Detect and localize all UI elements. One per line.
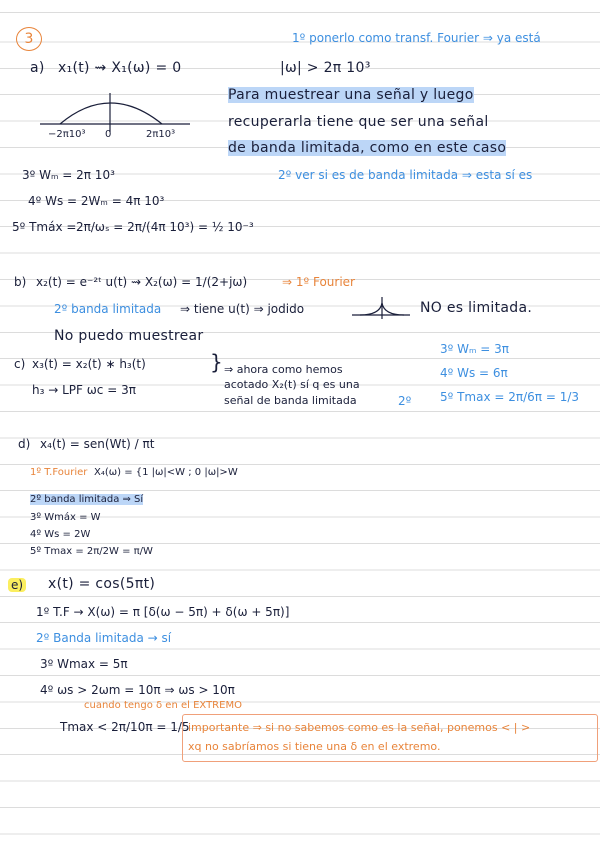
important-line-1: importante ⇒ si no sabemos como es la señal, ponemos < | > [188,721,531,734]
part-a-equation: x₁(t) ⇝ X₁(ω) = 0 [58,60,182,76]
part-c-step4: 4º Ws = 6π [440,366,508,380]
part-e-tmax: Tmax < 2π/10π = 1/5 [60,720,190,734]
part-a-step5-rhs: 2π/ωₛ = 2π/(4π 10³) = ½ 10⁻³ [76,220,254,234]
part-c-label: c) [14,357,26,371]
part-e-step4-note: cuando tengo δ en el EXTREMO [84,700,242,711]
part-e-step3: 3º Wmax = 5π [40,657,128,671]
part-d-fourier-eq: X₄(ω) = {1 |ω|<W ; 0 |ω|>W [94,467,238,478]
part-c-note-step: 2º [398,394,412,408]
part-e-label [8,578,26,592]
part-b-fourier: ⇒ 1º Fourier [282,275,355,289]
part-b-step2b: ⇒ tiene u(t) ⇒ jodido [180,302,305,316]
part-d-equation: x₄(t) = sen(Wt) / πt [40,437,155,451]
part-e-step2: 2º Banda limitada → sí [36,631,172,645]
note-line-3 [228,141,506,155]
part-b-step2a: 2º banda limitada [54,302,162,316]
part-c-note2: acotado X₂(t) sí q es una [224,378,360,391]
important-line-2: xq no sabríamos si tiene una δ en el extremo. [188,740,441,753]
part-d-fourier-label: 1º T.Fourier [30,467,88,478]
part-d-step5: 5º Tmax = 2π/2W = π/W [30,546,153,557]
part-b-equation: x₂(t) = e⁻²ᵗ u(t) ⇝ X₂(ω) = 1/(2+jω) [36,275,248,289]
decay-sketch [352,295,412,321]
part-a-step2: 2º ver si es de banda limitada ⇒ esta sí es [278,168,533,182]
highlight-span: Para muestrear una señal y luego [228,87,474,103]
note-line-2: recuperarla tiene que ser una señal [228,114,489,130]
highlight-span: 2º banda limitada ⇒ Sí [30,494,144,505]
part-a-step4: 4º Ws = 2Wₘ = 4π 10³ [28,194,165,208]
part-b-label: b) [14,275,27,289]
part-d-step3: 3º Wmáx = W [30,512,101,523]
axis-left-label: −2π10³ [48,129,86,140]
part-c-step5: 5º Tmax = 2π/6π = 1/3 [440,390,580,404]
part-c-step3: 3º Wₘ = 3π [440,342,509,356]
part-d-label: d) [18,437,31,451]
part-b-step2c: NO es limitada. [420,300,533,316]
part-c-h3: h₃ → LPF ωc = 3π [32,383,136,397]
part-c-note3: señal de banda limitada [224,394,357,407]
highlight-span: e) [8,578,26,592]
part-e-step4: 4º ωs > 2ωm = 10π ⇒ ωs > 10π [40,683,235,697]
part-c-note1: ⇒ ahora como hemos [224,363,343,376]
note-line-1 [228,88,474,102]
part-a-label: a) [30,60,45,76]
highlight-span: de banda limitada, como en este caso [228,140,507,156]
part-d-step4: 4º Ws = 2W [30,529,91,540]
part-b-no-sample: No puedo muestrear [54,328,204,344]
part-a-condition: |ω| > 2π 10³ [280,60,371,76]
part-c-equation: x₃(t) = x₂(t) ∗ h₃(t) [32,357,146,371]
part-a-step3: 3º Wₘ = 2π 10³ [22,168,115,182]
top-note: 1º ponerlo como transf. Fourier ⇒ ya está [292,31,541,45]
part-a-step5-lhs: 5º Tmáx = [12,220,77,234]
axis-mid-label: 0 [105,129,112,140]
problem-number: 3 [16,27,42,51]
part-e-equation: x(t) = cos(5πt) [48,576,156,592]
part-d-step2 [30,493,143,507]
brace: } [210,350,223,374]
part-e-step1: 1º T.F → X(ω) = π [δ(ω − 5π) + δ(ω + 5π)] [36,605,290,619]
axis-right-label: 2π10³ [146,129,176,140]
